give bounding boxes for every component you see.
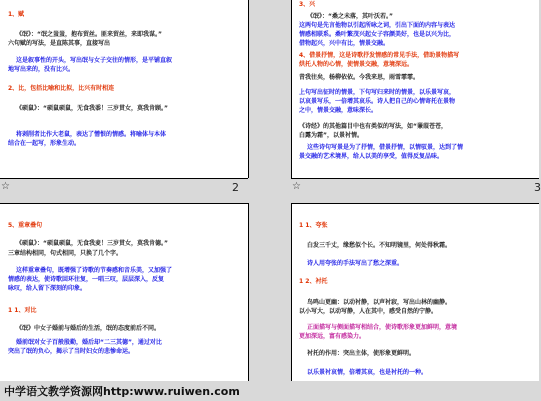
- slide-text-line: 《氓》：“桑之未落，其叶沃若。”: [307, 13, 393, 20]
- slide-text-line: 之中，情景交融，意味深长。: [299, 107, 378, 114]
- slide-text-line: 1 2、衬托: [299, 278, 328, 285]
- slide-1[interactable]: [0, 0, 248, 178]
- slide-text-line: 这样重章叠句，既增强了诗歌的节奏感和音乐美，又加强了: [16, 267, 173, 274]
- slide-text-line: 婚前氓对女子百般殷勤，婚后却“二三其德”，通过对比: [16, 339, 162, 346]
- divider: [248, 203, 249, 381]
- page-number-2: 2: [232, 181, 239, 194]
- divider: [291, 203, 539, 204]
- slide-text-line: 上句写出征时的情景，下句写归来时的情景，以乐景写哀，: [299, 89, 456, 96]
- slide-text-line: 景交融的艺术境界，给人以美的享受，值得反复品味。: [299, 153, 444, 160]
- slide-text-line: 结合在一起写，形象生动。: [8, 140, 81, 147]
- footer-watermark: 中学语文教学资源网http:www.ruiwen.com: [4, 385, 240, 398]
- slide-text-line: 1 1、对比: [8, 307, 37, 314]
- slide-text-line: 情感相联系。桑叶繁茂兴起女子容颜美好，也是以兴为比，: [299, 31, 456, 38]
- slide-text-line: 5、重章叠句: [8, 222, 43, 229]
- slide-text-line: 《氓》：“氓之蚩蚩，抱布贸丝。匪来贸丝，来即我谋。”: [16, 31, 162, 38]
- divider: [0, 178, 248, 179]
- slide-text-line: 三章结构相同，句式相同，只换了几个字。: [8, 250, 123, 257]
- star-icon: ☆: [1, 181, 10, 192]
- slide-text-line: 《氓》中女子婚前与婚后的生活，氓的态度前后不同。: [16, 325, 161, 332]
- slide-text-line: 咏叹，给人留下深刻的印象。: [8, 285, 87, 292]
- slide-text-line: 1、赋: [8, 11, 25, 18]
- slide-3[interactable]: [0, 203, 248, 381]
- slide-text-line: 衬托的作用：突出主体，使形象更鲜明。: [307, 350, 416, 357]
- slide-4[interactable]: [291, 203, 539, 381]
- slide-text-line: 烘托人物的心情，使情景交融，意境深远。: [299, 61, 414, 68]
- slide-text-line: 诗人用夸张的手法写出了愁之深重。: [307, 260, 404, 267]
- divider: [248, 0, 249, 178]
- divider: [291, 178, 539, 179]
- slide-text-line: 1 1、夸张: [299, 222, 328, 229]
- slide-text-line: 将剥削者比作大老鼠，表达了憎恨的情感。将喻体与本体: [16, 131, 167, 138]
- slide-text-line: 借物起兴，兴中有比，情景交融。: [299, 40, 390, 47]
- slide-text-line: 这些诗句写景是为了抒情，借景抒情，以情驭景，达到了情: [307, 144, 464, 151]
- slide-text-line: 3、兴: [299, 1, 316, 8]
- page-number-3: 3: [534, 181, 541, 194]
- slide-text-line: 《硕鼠》：“硕鼠硕鼠，无食我麦！三岁贯女，莫我肯德。”: [16, 240, 168, 247]
- divider: [291, 203, 292, 381]
- slide-text-line: 这两句是先言他物以引起所咏之词，引出下面的内容与表达: [299, 22, 456, 29]
- star-icon: ☆: [292, 181, 301, 192]
- slide-text-line: 更加深远，富有感染力。: [299, 333, 366, 340]
- slide-text-line: 情感的表达，使诗歌回环往复，一唱三叹，层层深入，反复: [8, 276, 165, 283]
- slide-text-line: 《诗经》的其他篇目中也有类似的写法，如“蒹葭苍苍，: [299, 123, 447, 130]
- slide-text-line: 正面描写与侧面描写相结合，使诗歌形象更加鲜明，意境: [307, 324, 458, 331]
- slide-text-line: 白露为霜”，以景衬情。: [299, 132, 363, 139]
- slide-text-line: 鸟鸣山更幽：以动衬静，以声衬寂，写出山林的幽静。: [307, 299, 452, 306]
- slide-2[interactable]: [291, 0, 539, 178]
- slide-text-line: 以哀景写乐，一倍增其哀乐。诗人把自己的心情寄托在景物: [299, 98, 456, 105]
- slide-text-line: 白发三千丈，缘愁似个长。不知明镜里，何处得秋霜。: [307, 242, 452, 249]
- slide-text-line: 2、比，包括比喻和比拟，比兴有时相连: [8, 85, 115, 92]
- slide-text-line: 这是叙事性的开头，写出氓与女子交往的情形，是平铺直叙: [16, 57, 173, 64]
- slide-text-line: 以小写大，以动写静，人在其中，感受自然的宁静。: [299, 308, 438, 315]
- slide-text-line: 4、借景抒情，这是诗歌抒发情感的常见手法，借助景物描写: [299, 52, 460, 59]
- slide-text-line: 以乐景衬哀情，倍增其哀，也是衬托的一种。: [307, 369, 428, 376]
- slide-text-line: 昔我往矣，杨柳依依。今我来思，雨雪霏霏。: [299, 74, 420, 81]
- slide-text-line: 六句赋的写法，是直陈其事，直接写出: [8, 40, 111, 47]
- divider: [291, 0, 292, 178]
- slide-text-line: 地写出来的，没有比兴。: [8, 66, 75, 73]
- slide-text-line: 《硕鼠》：“硕鼠硕鼠，无食我黍！三岁贯女，莫我肯顾。”: [16, 105, 168, 112]
- slide-text-line: 突出了氓的负心，揭示了当时妇女的悲惨命运。: [8, 348, 135, 355]
- divider: [0, 203, 248, 204]
